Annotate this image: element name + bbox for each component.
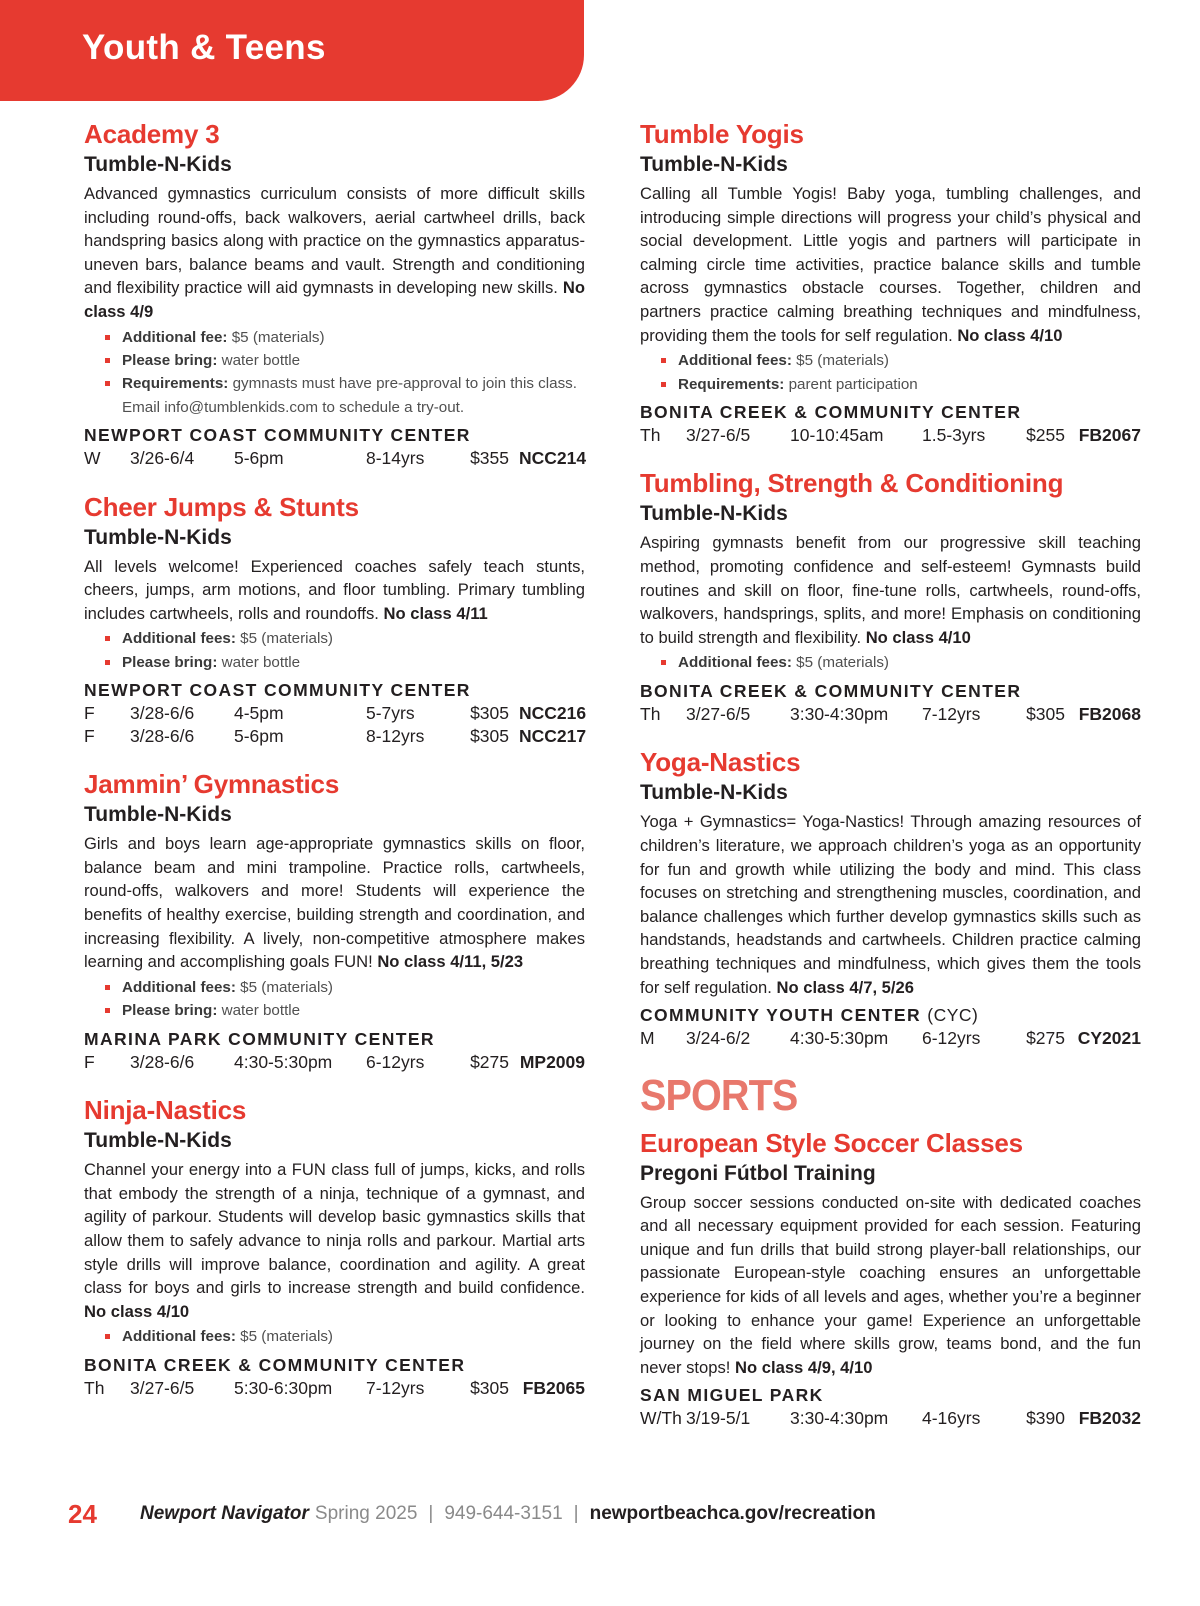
detail-item (661, 373, 1141, 396)
course-title: Tumble Yogis (640, 119, 804, 149)
detail-item (661, 349, 1141, 372)
session-dates: 3/28-6/6 (130, 1051, 195, 1072)
session-day: Th (640, 424, 661, 445)
course-description (84, 555, 585, 626)
course-description (640, 1191, 1141, 1380)
session-fee: $255 (1026, 424, 1065, 445)
session-time: 3:30-4:30pm (790, 703, 889, 724)
course-provider: Tumble-N-Kids (640, 502, 788, 526)
course-provider: Tumble-N-Kids (640, 153, 788, 176)
detail-value: parent participation (788, 375, 918, 393)
schedule-row (84, 1051, 585, 1074)
course-title: Jammin’ Gymnastics (84, 769, 340, 800)
course-code[interactable]: NCC214 (519, 448, 587, 469)
detail-value: water bottle (221, 351, 301, 369)
course-listing (640, 467, 1141, 725)
description-text: Advanced gymnastics curriculum consists of more difficult skills including round-offs, back walkovers, aerial cartwheel drills, back handspring basics along with practice on the gymnastics apparatus-uneven bars, balance beams and vault. Strength and conditioning and flexibility practice will aid gymnasts in developing new skills. (84, 184, 585, 298)
no-class-note: No class 4/11, 5/23 (377, 952, 524, 972)
course-details-list (84, 326, 585, 420)
venue-label: BONITA CREEK & COMMUNITY CENTER (640, 401, 1022, 422)
no-class-note: No class 4/10 (865, 627, 971, 647)
session-ages: 8-12yrs (366, 725, 425, 746)
schedule-row (640, 424, 1141, 447)
session-ages: 7-12yrs (366, 1377, 425, 1398)
right-column (640, 118, 1141, 1451)
detail-item (105, 627, 585, 650)
course-title: Cheer Jumps & Stunts (84, 491, 359, 522)
description-text: Channel your energy into a FUN class full of jumps, kicks, and rolls that embody the strength of a ninja, technique of a gymnast, and agility of parkour. Students will develop basic gymnastics skills that allow them to safely advance to ninja rolls and parkour. Martial arts style drills will improve balance, coordination and agility. A great class for boys and girls to increase strength and build confidence. (84, 1160, 585, 1298)
detail-value: $5 (materials) (240, 630, 333, 648)
venue-label: MARINA PARK COMMUNITY CENTER (84, 1028, 435, 1049)
no-class-note: No class 4/10 (84, 1301, 190, 1321)
session-day: F (84, 703, 95, 724)
session-day: Th (640, 703, 661, 724)
page-footer (68, 1500, 876, 1528)
detail-item (661, 651, 1141, 674)
session-time: 3:30-4:30pm (790, 1408, 889, 1429)
detail-item (105, 976, 585, 999)
session-dates: 3/27-6/5 (686, 703, 751, 724)
schedule-row (84, 725, 585, 748)
no-class-note: No class 4/9, 4/10 (735, 1357, 873, 1377)
session-fee: $275 (1026, 1028, 1065, 1049)
course-provider: Pregoni Fútbol Training (640, 1161, 876, 1185)
course-title: Academy 3 (84, 119, 220, 149)
detail-label: Please bring: (122, 351, 218, 369)
session-dates: 3/27-6/5 (130, 1377, 195, 1398)
course-description (640, 810, 1141, 999)
detail-item (105, 326, 585, 349)
course-listing (84, 768, 585, 1073)
description-text: Calling all Tumble Yogis! Baby yoga, tumbling challenges, and introducing simple directions will progress your child’s physical and social development. Little yogis and partners will participate in calming circle time activities, practice balance skills and tumble across gymnastics obstacle courses. Together, children and partners practice calming breathing techniques and mindfulness, providing them the tools for self regulation. (640, 184, 1141, 345)
section-banner (0, 0, 584, 101)
session-ages: 1.5-3yrs (922, 424, 986, 445)
session-ages: 8-14yrs (366, 448, 425, 469)
session-dates: 3/24-6/2 (686, 1028, 751, 1049)
session-dates: 3/27-6/5 (686, 424, 751, 445)
venue-label: SAN MIGUEL PARK (640, 1385, 824, 1406)
detail-item (105, 999, 585, 1022)
course-code[interactable]: FB2067 (1078, 424, 1141, 445)
venue-name (84, 1028, 585, 1051)
left-column (84, 118, 585, 1420)
session-fee: $275 (470, 1051, 509, 1072)
no-class-note: No class 4/11 (383, 603, 488, 623)
detail-label: Please bring: (122, 653, 218, 671)
detail-label: Additional fees: (678, 352, 792, 370)
course-details-list (84, 627, 585, 674)
course-provider: Tumble-N-Kids (84, 525, 232, 549)
course-provider: Tumble-N-Kids (640, 781, 788, 805)
session-day: F (84, 725, 95, 746)
venue-name (84, 424, 585, 447)
venue-name (640, 680, 1141, 703)
session-time: 5-6pm (234, 725, 284, 746)
course-title: Ninja-Nastics (84, 1095, 247, 1126)
schedule-row (84, 1377, 585, 1400)
schedule-row (640, 1407, 1141, 1430)
schedule-row (84, 447, 585, 470)
detail-value: water bottle (221, 1002, 301, 1020)
no-class-note: No class 4/7, 5/26 (776, 977, 914, 997)
session-fee: $305 (1026, 703, 1065, 724)
description-text: Aspiring gymnasts benefit from our progressive skill teaching method, promoting confidence and self-esteem! Gymnasts build routines and skill on floor, fine-tune rolls, cartwheels, round-offs, walkovers, handsprings, splits, and more! Emphasis on conditioning to build strength and flexibility. (640, 533, 1141, 647)
course-listing (84, 1094, 585, 1399)
session-ages: 7-12yrs (922, 703, 981, 724)
course-code[interactable]: CY2021 (1077, 1028, 1141, 1049)
course-title: Yoga-Nastics (640, 747, 801, 778)
footer-phone: 949-644-3151 (444, 1503, 563, 1524)
detail-label: Additional fees: (122, 630, 236, 648)
course-provider: Tumble-N-Kids (84, 803, 232, 827)
detail-value: water bottle (221, 653, 301, 671)
session-fee: $305 (470, 703, 509, 724)
course-code[interactable]: MP2009 (519, 1051, 585, 1072)
session-ages: 6-12yrs (922, 1028, 981, 1049)
detail-value: $5 (materials) (240, 978, 333, 996)
session-day: F (84, 1051, 95, 1072)
publication-name: Newport Navigator (140, 1503, 309, 1524)
venue-name (640, 1004, 1141, 1027)
detail-label: Please bring: (122, 1002, 218, 1020)
venue-label: BONITA CREEK & COMMUNITY CENTER (640, 680, 1022, 701)
page-number: 24 (68, 1498, 97, 1529)
session-dates: 3/28-6/6 (130, 703, 195, 724)
course-code[interactable]: FB2032 (1078, 1408, 1141, 1429)
venue-name (84, 679, 585, 702)
course-description (84, 832, 585, 974)
publication-season: Spring 2025 (314, 1503, 418, 1524)
venue-label: NEWPORT COAST COMMUNITY CENTER (84, 680, 471, 701)
course-code[interactable]: FB2065 (522, 1377, 585, 1398)
course-details-list (640, 651, 1141, 674)
session-time: 4:30-5:30pm (234, 1051, 333, 1072)
session-day: Th (84, 1377, 105, 1398)
schedule-row (640, 703, 1141, 726)
sports-heading: SPORTS (640, 1070, 798, 1120)
session-time: 10-10:45am (790, 424, 884, 445)
venue-label: BONITA CREEK & COMMUNITY CENTER (84, 1354, 466, 1375)
session-day: W/Th (640, 1408, 682, 1429)
session-dates: 3/28-6/6 (130, 725, 195, 746)
detail-label: Requirements: (122, 375, 229, 393)
session-day: M (640, 1028, 655, 1049)
session-ages: 5-7yrs (366, 703, 415, 724)
course-details-list (640, 349, 1141, 396)
session-dates: 3/19-5/1 (686, 1408, 751, 1429)
venue-name (640, 401, 1141, 424)
course-details-list (84, 1325, 585, 1348)
course-description (84, 182, 585, 324)
course-listing (84, 118, 585, 470)
session-fee: $305 (470, 725, 509, 746)
course-description (640, 531, 1141, 649)
course-title: European Style Soccer Classes (640, 1127, 1023, 1158)
description-text: All levels welcome! Experienced coaches safely teach stunts, cheers, jumps, arm motions, and floor tumbling. Primary tumbling includes cartwheels, rolls and roundoffs. (84, 556, 585, 623)
course-listing (84, 491, 585, 748)
venue-note: (CYC) (927, 1005, 979, 1026)
detail-item (105, 651, 585, 674)
session-time: 4:30-5:30pm (790, 1028, 889, 1049)
detail-label: Additional fee: (122, 328, 228, 346)
venue-label: COMMUNITY YOUTH CENTER (640, 1005, 921, 1026)
detail-label: Requirements: (678, 375, 785, 393)
description-text: Girls and boys learn age-appropriate gymnastics skills on floor, balance beam and mini trampoline. Practice rolls, cartwheels, round-offs, walkovers and more! Students will experience the benefits of healthy exercise, building strength and coordination, and increasing flexibility. A lively, non-competitive atmosphere makes learning and accomplishing goals FUN! (84, 834, 585, 972)
course-code[interactable]: NCC216 (519, 703, 587, 724)
session-ages: 4-16yrs (922, 1408, 981, 1429)
no-class-note: No class 4/9 (84, 278, 585, 321)
course-description (640, 182, 1141, 347)
session-fee: $305 (470, 1377, 509, 1398)
detail-value: gymnasts must have pre-approval to join this class. Email info@tumblenkids.com to schedule a try-out. (122, 375, 577, 416)
footer-separator: | (428, 1503, 434, 1524)
venue-label: NEWPORT COAST COMMUNITY CENTER (84, 425, 471, 446)
description-text: Group soccer sessions conducted on-site with dedicated coaches and all necessary equipment provided for each session. Featuring unique and fun drills that build strong player-ball relationships, our passionate European-style coaching ensures an unforgettable experience for kids of all levels and ages, whether you’re a beginner or looking to enhance your game! Experience an unforgettable journey on the field where skills grow, teams bond, and the fun never stops! (640, 1192, 1141, 1377)
detail-value: $5 (materials) (240, 1328, 333, 1346)
section-title: Youth & Teens (82, 28, 326, 67)
course-code[interactable]: FB2068 (1078, 703, 1141, 724)
session-dates: 3/26-6/4 (130, 448, 195, 469)
course-listing (640, 746, 1141, 1049)
detail-item (105, 372, 585, 419)
course-provider: Tumble-N-Kids (84, 1129, 232, 1153)
detail-label: Additional fees: (678, 654, 792, 672)
session-ages: 6-12yrs (366, 1051, 425, 1072)
course-listing (640, 1127, 1141, 1430)
session-time: 5-6pm (234, 448, 284, 469)
course-listing (640, 118, 1141, 446)
detail-value: $5 (materials) (796, 352, 889, 370)
course-provider: Tumble-N-Kids (84, 153, 232, 176)
no-class-note: No class 4/10 (957, 325, 1063, 345)
detail-value: $5 (materials) (796, 654, 889, 672)
session-day: W (84, 448, 101, 469)
description-text: Yoga + Gymnastics= Yoga-Nastics! Through amazing resources of children’s literature, we approach children’s yoga as an opportunity for fun and growth while utilizing the body and mind. This class focuses on stretching and strengthening muscles, coordination, and balance challenges which further develop gymnastics skills such as handstands, headstands and cartwheels. Children practice calming breathing techniques and mindfulness, which gives them the tools for self regulation. (640, 812, 1141, 997)
detail-item (105, 349, 585, 372)
detail-value: $5 (materials) (231, 328, 325, 346)
session-fee: $355 (470, 448, 509, 469)
schedule-row (84, 702, 585, 725)
session-time: 4-5pm (234, 703, 284, 724)
footer-separator: | (573, 1503, 579, 1524)
course-description (84, 1158, 585, 1323)
detail-label: Additional fees: (122, 978, 236, 996)
course-details-list (84, 976, 585, 1023)
session-time: 5:30-6:30pm (234, 1377, 333, 1398)
course-title: Tumbling, Strength & Conditioning (640, 468, 1064, 499)
detail-label: Additional fees: (122, 1328, 236, 1346)
venue-name (640, 1384, 1141, 1407)
detail-item (105, 1325, 585, 1348)
footer-website-link[interactable]: newportbeachca.gov/recreation (589, 1503, 876, 1524)
course-code[interactable]: NCC217 (519, 725, 587, 746)
venue-name (84, 1354, 585, 1377)
session-fee: $390 (1026, 1408, 1065, 1429)
schedule-row (640, 1027, 1141, 1050)
